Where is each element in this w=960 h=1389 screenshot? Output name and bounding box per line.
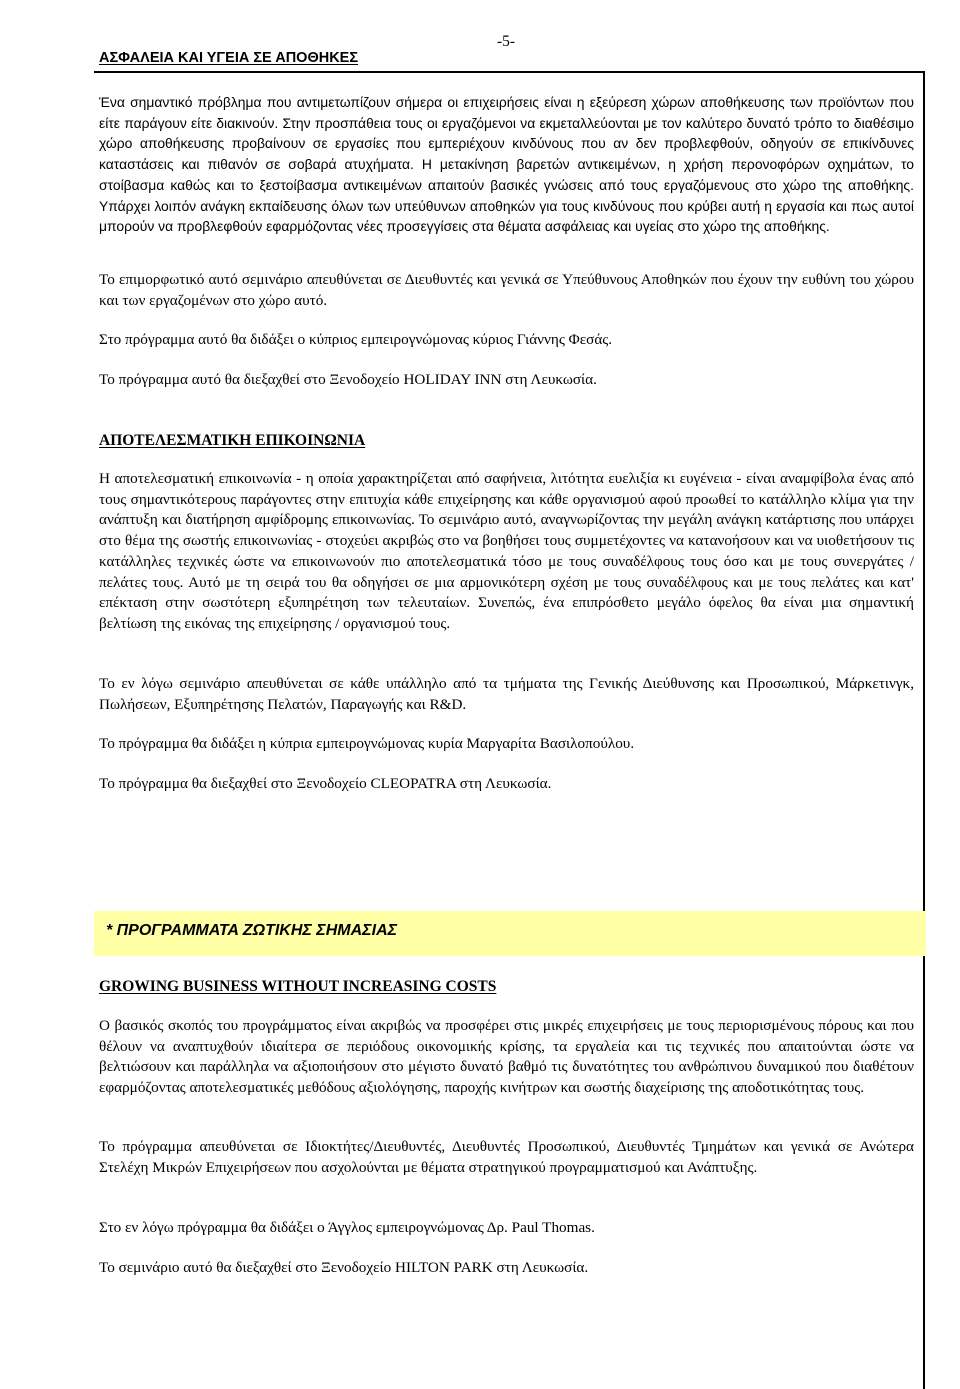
section1-venue: Το πρόγραμμα αυτό θα διεξαχθεί στο Ξενοδοχείο HOLIDAY INN στη Λευκωσία.: [99, 371, 597, 388]
section1-body: Ένα σημαντικό πρόβλημα που αντιμετωπίζουν σήμερα οι επιχειρήσεις είναι η εξεύρεση χώρων αποθήκευσης των προϊόντων που είτε παράγουν είτε διακινούν. Στην προσπάθεια τους οι εργαζόμενοι να εκμεταλλεύονται με τον καλύτερο δυνατό τρόπο το διαθέσιμο χώρο αποθήκευσης προβαίνουν σε εργασίες που εμπεριέχουν κινδύνους που αν δεν προβλεφθούν, οδηγούν σε επικίνδυνες καταστάσεις και πιθανόν σε σοβαρά ατυχήματα. Η μετακίνηση βαρετών αντικειμένων, η χρήση περονοφόρων οχημάτων, το στοίβασμα καθώς και το ξεστοίβασμα αντικειμένων απαιτούν βασικές γνώσεις από τους εργαζόμενους στο χώρο της αποθήκης. Υπάρχει λοιπόν ανάγκη εκπαίδευσης όλων των υπεύθυνων αποθηκών για τους κινδύνους που κρύβει αυτή η εργασία και πως αυτοί μπορούν να προβλεφθούν εφαρμόζοντας νέες προσεγγίσεις στα θέματα ασφάλειας και υγείας στο χώρο της αποθήκης.: [99, 94, 914, 235]
vital-programs-banner: [94, 911, 926, 956]
banner-title: * ΠΡΟΓΡΑΜΜΑΤΑ ΖΩΤΙΚΗΣ ΣΗΜΑΣΙΑΣ: [106, 922, 398, 939]
frame-top-rule: [94, 71, 925, 73]
section2-body: Η αποτελεσματική επικοινωνία - η οποία χαρακτηρίζεται από σαφήνεια, λιτότητα ευελιξία κι ευγένεια - είναι αναμφίβολα ένας από τους σημαντικότερους παράγοντες στην επιτυχία κάθε επιχείρησης και κάθε οργανισμού αφού προωθεί το κατάλληλο κλίμα για την ανάπτυξη και διατήρηση αμφίδρομης επικοινωνίας. Το σεμινάριο αυτό, αναγνωρίζοντας την μεγάλη ανάγκη κατάρτισης που υπάρχει στο θέμα της σωστής επικοινωνίας - στοχεύει ακριβώς στο να βοηθήσει τους συμμετέχοντες να κατανοήσουν και να υιοθετήσουν τις κατάλληλες τεχνικές ώστε να επικοινωνούν πιο αποτελεσματικά τόσο με τους συναδέλφους τους όσο και με τους συνεργάτες / πελάτες τους. Αυτό με τη σειρά του θα οδηγήσει σε μια αρμονικότερη σχέση με τους συναδέλφους και με τους πελάτες και κατ' επέκταση στην σωστότερη εξυπηρέτηση των τελευταίων. Συνεπώς, ένα επιπρόσθετο μεγάλο όφελος θα είναι μια σημαντική βελτίωση της εικόνας της επιχείρησης / οργανισμού τους.: [99, 470, 914, 632]
section-heading-warehouse-safety: ΑΣΦΑΛΕΙΑ ΚΑΙ ΥΓΕΙΑ ΣΕ ΑΠΟΘΗΚΕΣ: [99, 50, 359, 66]
frame-right-rule: [923, 71, 925, 1389]
section3-body: Ο βασικός σκοπός του προγράμματος είναι ακριβώς να προσφέρει στις μικρές επιχειρήσεις με τους περιορισμένους πόρους και που θέλουν να αναπτυχθούν ιδιαίτερα σε περιόδους οικονομικής κρίσης, τα εργαλεία και τις τεχνικές που απαιτούνται ώστε να βελτιώσουν και παράλληλα να αξιοποιήσουν στο μέγιστο δυνατό βαθμό τις δυνατότητες του ανθρώπινου δυναμικού που διαθέτουν εφαρμόζοντας αποτελεσματικές μεθόδους αξιολόγησης, παροχής κινήτρων και σωστής διαχείρισης της αποδοτικότητας τους.: [99, 1017, 914, 1097]
section3-venue: Το σεμινάριο αυτό θα διεξαχθεί στο Ξενοδοχείο HILTON PARK στη Λευκωσία.: [99, 1259, 589, 1276]
section3-instructor: Στο εν λόγω πρόγραμμα θα διδάξει ο Άγγλος εμπειρογνώμονας Δρ. Paul Thomas.: [99, 1219, 595, 1236]
section2-audience: Το εν λόγω σεμινάριο απευθύνεται σε κάθε υπάλληλο από τα τμήματα της Γενικής Διεύθυνσης και Προσωπικού, Μάρκετινγκ, Πωλήσεων, Εξυπηρέτησης Πελατών, Παραγωγής και R&D.: [99, 675, 914, 713]
section3-audience: Το πρόγραμμα απευθύνεται σε Ιδιοκτήτες/Διευθυντές, Διευθυντές Προσωπικού, Διευθυντές Τμημάτων και γενικά σε Ανώτερα Στελέχη Μικρών Επιχειρήσεων που ασχολούνται με θέματα στρατηγικού προγραμματισμού και Ανάπτυξης.: [99, 1138, 914, 1176]
section-heading-effective-communication: ΑΠΟΤΕΛΕΣΜΑΤΙΚΗ ΕΠΙΚΟΙΝΩΝΙΑ: [99, 432, 366, 449]
section-heading-growing-business: GROWING BUSINESS WITHOUT INCREASING COSTS: [99, 978, 497, 995]
section1-instructor: Στο πρόγραμμα αυτό θα διδάξει ο κύπριος εμπειρογνώμονας κύριος Γιάννης Φεσάς.: [99, 331, 613, 348]
page-number: -5-: [497, 33, 516, 50]
section1-audience: Το επιμορφωτικό αυτό σεμινάριο απευθύνεται σε Διευθυντές και γενικά σε Υπεύθυνους Αποθηκών που έχουν την ευθύνη του χώρου και των εργαζομένων στο χώρο αυτό.: [99, 271, 914, 309]
section2-venue: Το πρόγραμμα θα διεξαχθεί στο Ξενοδοχείο CLEOPATRA στη Λευκωσία.: [99, 775, 552, 792]
section2-instructor: Το πρόγραμμα θα διδάξει η κύπρια εμπειρογνώμονας κυρία Μαργαρίτα Βασιλοπούλου.: [99, 735, 635, 752]
